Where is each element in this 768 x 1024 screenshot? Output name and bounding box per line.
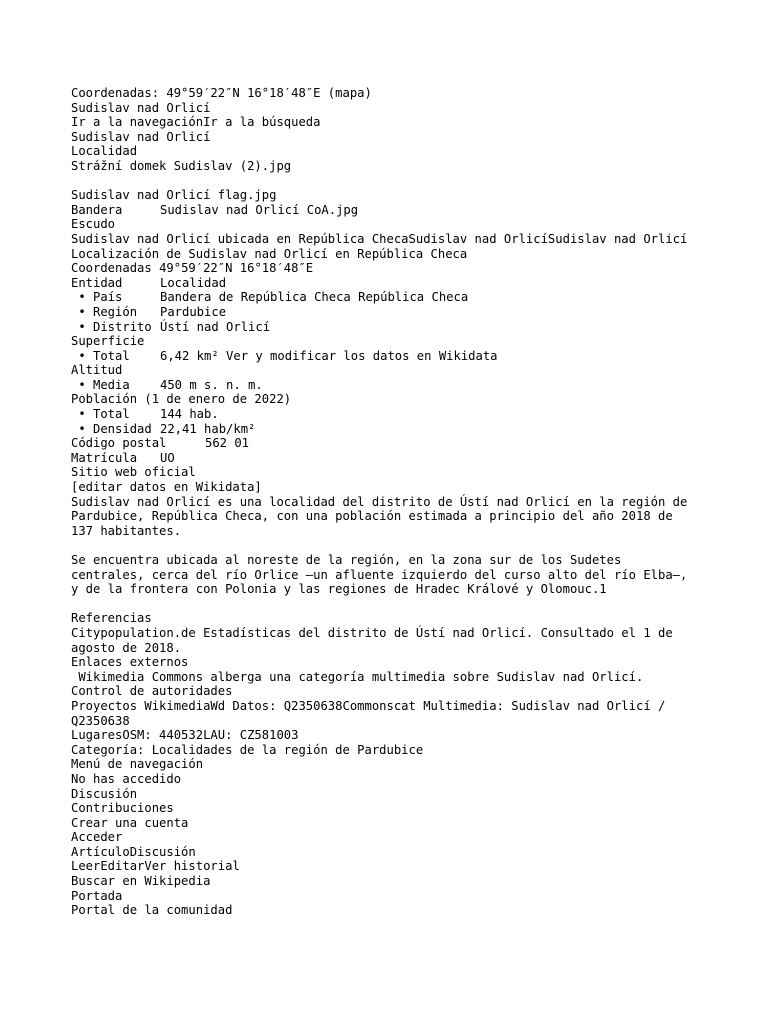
country-value[interactable]: Bandera de República Checa República Checa	[160, 290, 469, 305]
coordinates-header[interactable]: Coordenadas: 49°59′22″N 16°18′48″E (mapa)	[71, 86, 372, 100]
category-link[interactable]: Categoría: Localidades de la región de Pardubice	[71, 742, 424, 757]
login-link[interactable]: Acceder	[71, 830, 123, 845]
coords-label: Coordenadas	[71, 261, 152, 276]
infobox-name: Sudislav nad Orlicí	[71, 129, 211, 144]
official-website-link[interactable]: Sitio web oficial	[71, 465, 196, 480]
postal-row	[71, 436, 711, 451]
infobox-image-file[interactable]: Strážní domek Sudislav (2).jpg	[71, 158, 292, 173]
altitude-mean-row	[71, 378, 711, 393]
commons-link[interactable]: Wikimedia Commons alberga una categoría multimedia sobre Sudislav nad Orlicí.	[71, 669, 644, 684]
plate-value: UO	[160, 450, 175, 465]
density-label: • Densidad	[71, 421, 152, 436]
search-wikipedia[interactable]: Buscar en Wikipedia	[71, 874, 211, 889]
entity-value: Localidad	[160, 275, 227, 290]
flag-coa-row	[71, 203, 711, 218]
talk-link[interactable]: Discusión	[71, 786, 138, 801]
authority-control-heading: Control de autoridades	[71, 684, 233, 699]
population-label: Población (1 de enero de 2022)	[71, 392, 292, 407]
area-total-value[interactable]: 6,42 km² Ver y modificar los datos en Wikidata	[160, 348, 498, 363]
coa-image-file[interactable]: Sudislav nad Orlicí CoA.jpg	[160, 202, 359, 217]
plate-label: Matrícula	[71, 450, 138, 465]
nav-menu-heading: Menú de navegación	[71, 757, 204, 772]
area-label: Superficie	[71, 334, 145, 349]
area-total-row	[71, 349, 711, 364]
altitude-mean-value: 450 m s. n. m.	[160, 377, 263, 392]
infobox-type: Localidad	[71, 144, 138, 159]
region-label: • Región	[71, 304, 138, 319]
view-tabs[interactable]: LeerEditarVer historial	[71, 859, 240, 874]
blank-line	[71, 174, 711, 189]
community-portal-link[interactable]: Portal de la comunidad	[71, 903, 233, 918]
region-value[interactable]: Pardubice	[160, 304, 227, 319]
district-value[interactable]: Ústí nad Orlicí	[160, 319, 271, 334]
map-caption[interactable]: Sudislav nad Orlicí ubicada en República ChecaSudislav nad OrlicíSudislav nad Orlicí	[71, 231, 688, 246]
namespace-tabs[interactable]: ArtículoDiscusión	[71, 844, 196, 859]
authority-projects[interactable]: Proyectos WikimediaWd Datos: Q2350638Commonscat Multimedia: Sudislav nad Orlicí / Q2350638	[71, 698, 666, 728]
coords-value[interactable]: 49°59′22″N 16°18′48″E	[159, 261, 314, 276]
altitude-mean-label: • Media	[71, 377, 130, 392]
pop-total-label: • Total	[71, 407, 130, 422]
document-body	[71, 86, 711, 918]
coa-label: Escudo	[71, 217, 116, 232]
postal-label: Código postal	[71, 436, 167, 451]
density-value: 22,41 hab/km²	[160, 421, 256, 436]
create-account-link[interactable]: Crear una cuenta	[71, 815, 189, 830]
main-page-link[interactable]: Portada	[71, 888, 123, 903]
contributions-link[interactable]: Contribuciones	[71, 801, 174, 816]
district-row	[71, 320, 711, 335]
flag-label: Bandera	[71, 202, 123, 217]
district-label: • Distrito	[71, 319, 152, 334]
region-row	[71, 305, 711, 320]
density-row	[71, 422, 711, 437]
area-total-label: • Total	[71, 348, 130, 363]
flag-image-file[interactable]: Sudislav nad Orlicí flag.jpg	[71, 188, 277, 203]
country-row	[71, 290, 711, 305]
blank-line	[71, 538, 711, 553]
references-heading: Referencias	[71, 611, 152, 626]
external-links-heading: Enlaces externos	[71, 655, 189, 670]
altitude-label: Altitud	[71, 363, 123, 378]
entity-row	[71, 276, 711, 291]
pop-total-row	[71, 407, 711, 422]
edit-wikidata-link[interactable]: [editar datos en Wikidata]	[71, 480, 262, 495]
coords-row	[71, 261, 711, 276]
entity-label: Entidad	[71, 275, 123, 290]
blank-line	[71, 597, 711, 612]
not-logged-in-text: No has accedido	[71, 771, 182, 786]
postal-value: 562 01	[205, 436, 250, 451]
skip-links[interactable]: Ir a la navegaciónIr a la búsqueda	[71, 115, 321, 130]
plate-row	[71, 451, 711, 466]
paragraph-intro: Sudislav nad Orlicí es una localidad del distrito de Ústí nad Orlicí en la región de Pardubice, República Checa, con una población estimada a principio del año 2018 de 137 habitantes.	[71, 494, 688, 538]
page-title: Sudislav nad Orlicí	[71, 100, 211, 115]
pop-total-value: 144 hab.	[160, 407, 219, 422]
map-location-caption: Localización de Sudislav nad Orlicí en República Checa	[71, 246, 468, 261]
reference-item[interactable]: Citypopulation.de Estadísticas del distrito de Ústí nad Orlicí. Consultado el 1 de agosto de 2018.	[71, 625, 673, 655]
country-label: • País	[71, 290, 123, 305]
authority-places[interactable]: LugaresOSM: 440532LAU: CZ581003	[71, 728, 299, 743]
paragraph-location: Se encuentra ubicada al noreste de la región, en la zona sur de los Sudetes centrales, cerca del río Orlice —un afluente izquierdo del curso alto del río Elba—, y de la frontera con Polonia y las regiones de Hradec Králové y Olomouc.1	[71, 553, 688, 597]
